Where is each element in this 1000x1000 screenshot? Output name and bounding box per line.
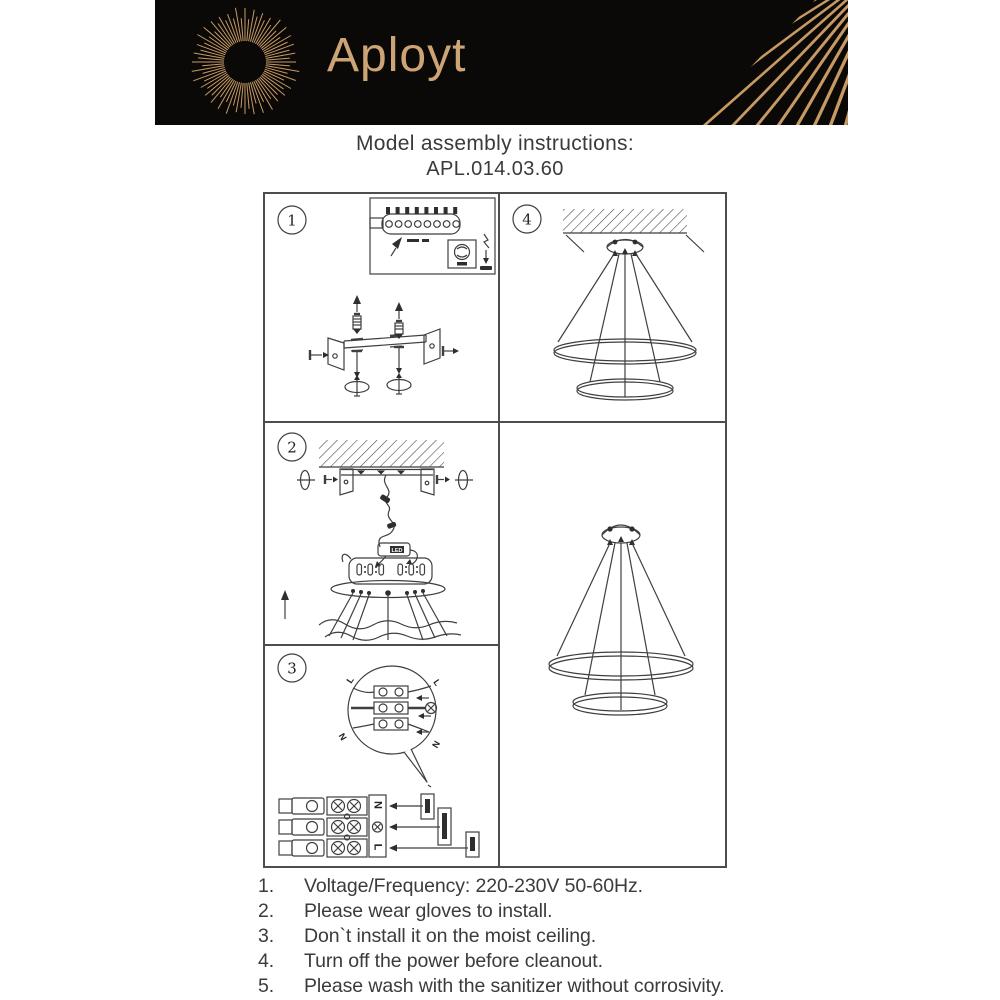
terminal-block-assembly [279,794,479,857]
lightning-icon [484,234,489,248]
screw-right [394,347,404,374]
led-driver-label: LED [391,548,403,554]
bracket-on-ceiling [340,469,434,495]
wing-bolt-left [297,471,338,490]
wire-to-tag-2 [389,808,451,845]
brand-wordmark: Aployt [327,29,467,82]
small-ring [573,693,667,711]
ceiling-hatch [563,209,704,252]
wire-label-n-left: N [336,731,349,742]
brand-banner [155,0,848,125]
pendant-lamp-drawing [554,240,696,401]
assembly-step-2-diagram [265,423,499,645]
sunburst-logo-icon [192,8,299,114]
terminal-strip-inset [370,198,495,274]
wire-tag-text [470,837,475,851]
instruction-item: 5. Please wash with the sanitizer without corrosivity. [258,975,725,997]
suspension-cables [319,589,461,640]
assembly-step-4-diagram [500,194,729,422]
model-number: APL.014.03.60 [426,158,564,180]
banner-artwork [155,0,848,125]
step-number: 3 [287,659,297,678]
page-title: Model assembly instructions: [355,132,634,155]
wire-label-l-right: L [431,677,443,688]
wire-to-tag-1 [389,794,434,819]
toggle-wing-left [345,375,369,396]
side-screw-left [310,350,329,360]
anchor-right [395,302,403,339]
wire-label-l-left: L [344,674,356,686]
instruction-item: 2. Please wear gloves to install. [258,900,553,922]
screw-left [352,351,362,378]
up-arrow-icon [281,590,289,619]
wire-tag-text [442,813,447,839]
safety-instructions-list [258,874,798,999]
wire-tag-text [425,799,430,813]
side-screw-right [443,346,459,356]
wire-label-n-right: N [430,739,442,750]
strip-label-n: N [371,801,384,809]
mounting-bracket-drawing [310,295,459,396]
grid-divider-horizontal-left [265,644,499,646]
wing-bolt-right [437,471,473,490]
step-number: 1 [287,211,297,230]
strip-label-l: L [371,843,384,851]
grid-divider-horizontal [265,421,725,423]
step-number: 4 [522,210,532,229]
assembly-step-3-diagram [265,646,499,870]
toggle-wing-right [387,373,411,394]
wiring-detail-bubble [337,666,443,787]
finished-pendant-diagram [500,423,729,870]
wire-to-tag-3 [389,832,479,857]
ceiling-hatch [319,440,444,467]
suspension-wire [379,475,397,547]
grid-divider-vertical [498,194,500,866]
pointer-arrow-icon [392,237,402,249]
led-driver [375,543,417,567]
assembly-step-1-diagram [265,194,499,422]
anchor-left [353,295,361,334]
pendant-lamp-drawing [549,525,693,715]
instruction-item: 3. Don`t install it on the moist ceiling. [258,925,597,947]
step-number: 2 [287,438,297,457]
assembly-diagram-grid [263,192,727,868]
instruction-item: 1. Voltage/Frequency: 220-230V 50-60Hz. [258,875,643,897]
instruction-item: 4. Turn off the power before cleanout. [258,950,603,972]
